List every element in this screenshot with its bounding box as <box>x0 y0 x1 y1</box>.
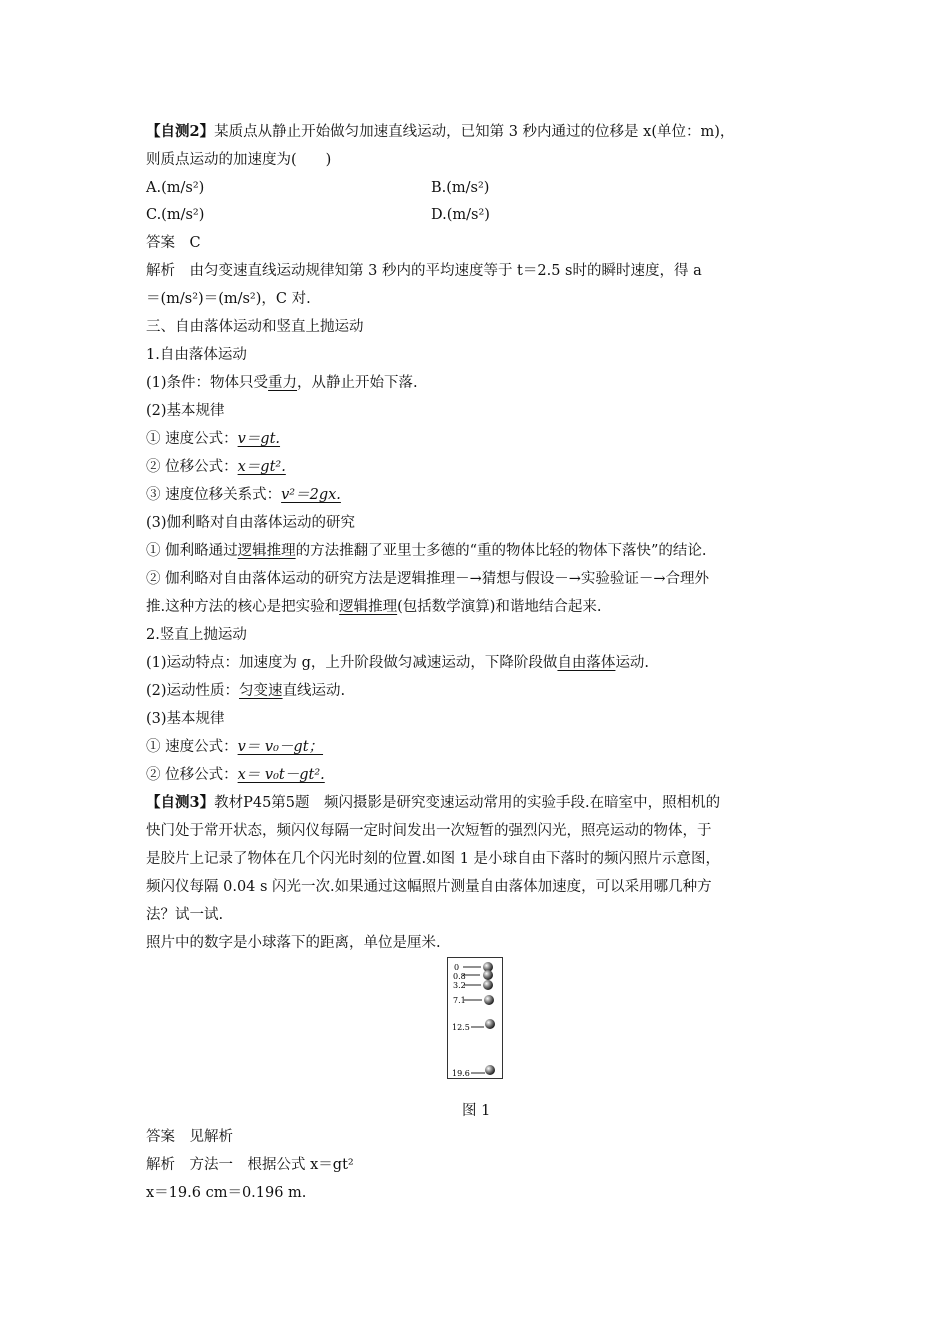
s1-condition-post: ，从静止开始下落. <box>297 375 418 391</box>
s1-galileo-1-pre: ① 伽利略通过 <box>146 543 238 559</box>
q3-stem-line-3: 是胶片上记录了物体在几个闪光时刻的位置.如图 1 是小球自由下落时的频闪照片示意图， <box>146 851 721 867</box>
q2-tag: 【自测2】 <box>146 123 215 140</box>
q2-option-c: C.(m/s²) <box>146 207 205 223</box>
q3-tag: 【自测3】 <box>146 794 215 811</box>
s1-galileo-2-line-1: ② 伽利略对自由落体运动的研究方法是逻辑推理－→猜想与假设－→实验验证－→合理外 <box>146 571 710 587</box>
q3-stem-text-1: 教材P45第5题 频闪摄影是研究变速运动常用的实验手段.在暗室中，照相机的 <box>214 795 721 811</box>
q2-option-d: D.(m/s²) <box>431 207 490 223</box>
s2-feature-underlined: 自由落体 <box>557 655 616 671</box>
s2-displacement-label: ② 位移公式： <box>146 767 238 783</box>
s1-vx-expr: v²＝2gx. <box>281 487 341 503</box>
section3-title: 三、自由落体运动和竖直上抛运动 <box>146 319 364 335</box>
q2-stem-line-2: 则质点运动的加速度为( ) <box>146 152 332 168</box>
figure-label: 0 <box>454 963 460 972</box>
q3-analysis-line-1: 解析 方法一 根据公式 x＝gt² <box>146 1157 354 1173</box>
q2-stem-text-1: 某质点从静止开始做匀加速直线运动，已知第 3 秒内通过的位移是 x(单位：m)， <box>214 124 735 140</box>
s2-velocity-label: ① 速度公式： <box>146 739 238 755</box>
ball <box>483 980 493 990</box>
ball <box>485 1019 495 1029</box>
strobe-photo-svg <box>448 958 502 1078</box>
s1-basic-rules: (2)基本规律 <box>146 403 225 419</box>
q2-options-row-2 <box>146 205 746 225</box>
q2-stem-line-1 <box>146 122 734 142</box>
q2-option-a: A.(m/s²) <box>146 180 205 196</box>
s2-title: 2.竖直上抛运动 <box>146 627 247 643</box>
s2-velocity-formula <box>146 737 323 757</box>
q3-analysis-line-2: x＝19.6 cm＝0.196 m. <box>146 1185 307 1201</box>
s1-galileo-2-pre: 推.这种方法的核心是把实验和 <box>146 599 340 615</box>
s1-velocity-expr: v＝gt. <box>237 431 281 447</box>
s1-title: 1.自由落体运动 <box>146 347 247 363</box>
s1-velocity-displacement-formula <box>146 485 341 505</box>
s2-feature-pre: (1)运动特点：加速度为 g，上升阶段做匀减速运动，下降阶段做 <box>146 655 558 671</box>
ball <box>483 970 493 980</box>
s1-condition-underlined: 重力 <box>268 375 298 391</box>
s2-feature-post: 运动. <box>615 655 650 671</box>
q3-stem-line-2: 快门处于常开状态，频闪仪每隔一定时间发出一次短暂的强烈闪光，照亮运动的物体，于 <box>146 823 712 839</box>
s2-displacement-formula <box>146 765 325 785</box>
s1-galileo-1-underlined: 逻辑推理 <box>237 543 296 559</box>
q2-analysis-line-1: 解析 由匀变速直线运动规律知第 3 秒内的平均速度等于 t＝2.5 s时的瞬时速度，得 a <box>146 263 702 279</box>
s1-galileo-1-post: 的方法推翻了亚里士多德的“重的物体比轻的物体下落快”的结论. <box>295 543 707 559</box>
s2-feature <box>146 653 649 673</box>
s2-nature <box>146 681 345 701</box>
figure-caption: 图 1 <box>462 1103 491 1119</box>
s2-nature-post: 直线运动. <box>282 683 346 699</box>
figure-label: 12.5 <box>452 1023 470 1032</box>
figure-label: 19.6 <box>452 1069 470 1078</box>
ball <box>484 995 494 1005</box>
s1-velocity-label: ① 速度公式： <box>146 431 238 447</box>
q3-stem-line-1 <box>146 793 720 813</box>
s1-displacement-expr: x＝gt². <box>237 459 286 475</box>
s1-galileo-2-line-2 <box>146 597 602 617</box>
q2-analysis-line-2: ＝(m/s²)＝(m/s²)，C 对. <box>146 291 311 307</box>
s1-velocity-formula <box>146 429 280 449</box>
figure-label: 0.8 <box>453 972 466 981</box>
s1-condition-pre: (1)条件：物体只受 <box>146 375 269 391</box>
s2-velocity-expr: v＝ v₀－gt； <box>237 739 324 755</box>
s1-condition <box>146 373 418 393</box>
s2-basic-rules: (3)基本规律 <box>146 711 225 727</box>
figure-label: 3.2 <box>453 981 466 990</box>
s1-galileo-1 <box>146 541 707 561</box>
q3-stem-line-5: 法？试一试. <box>146 907 224 923</box>
s2-nature-pre: (2)运动性质： <box>146 683 240 699</box>
s2-nature-underlined: 匀变速 <box>239 683 283 699</box>
s1-displacement-label: ② 位移公式： <box>146 459 238 475</box>
q3-stem-line-4: 频闪仪每隔 0.04 s 闪光一次.如果通过这幅照片测量自由落体加速度，可以采用哪几种方 <box>146 879 712 895</box>
q3-stem-line-6: 照片中的数字是小球落下的距离，单位是厘米. <box>146 935 441 951</box>
s1-galileo-2-post: (包括数学演算)和谐地结合起来. <box>397 599 602 615</box>
figure-label: 7.1 <box>453 996 466 1005</box>
s2-displacement-expr: x＝ v₀t－gt². <box>237 767 325 783</box>
q2-option-b: B.(m/s²) <box>431 180 490 196</box>
strobe-photo-figure <box>447 957 503 1079</box>
q2-options-row-1 <box>146 178 746 198</box>
s1-galileo-title: (3)伽利略对自由落体运动的研究 <box>146 515 356 531</box>
q2-answer: 答案 C <box>146 235 201 251</box>
s1-displacement-formula <box>146 457 286 477</box>
ball <box>485 1065 495 1075</box>
s1-vx-label: ③ 速度位移关系式： <box>146 487 282 503</box>
s1-galileo-2-underlined: 逻辑推理 <box>339 599 398 615</box>
q3-answer: 答案 见解析 <box>146 1129 233 1145</box>
